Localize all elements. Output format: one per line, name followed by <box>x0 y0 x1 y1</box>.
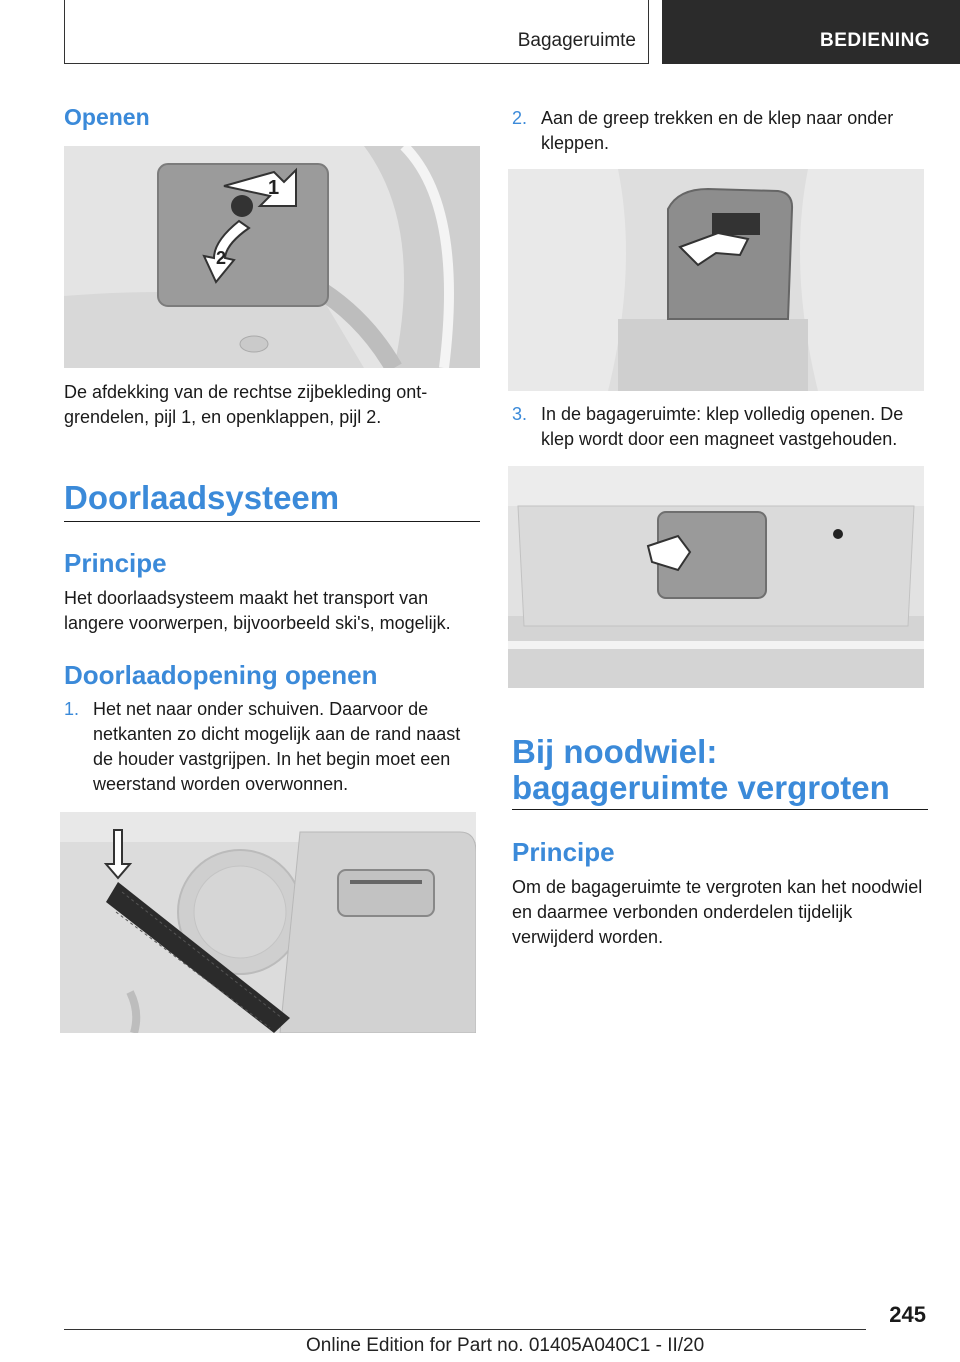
step-2 <box>512 106 932 160</box>
section-divider-right <box>512 809 928 810</box>
principe-heading-right: Principe <box>512 837 615 867</box>
figure-net-lowering <box>60 812 476 1033</box>
figure-flap-open <box>508 466 924 688</box>
principe-heading-left: Principe <box>64 548 167 578</box>
header-chapter-tab[interactable] <box>662 0 960 64</box>
figure1-arrow-2-label: 2 <box>216 248 227 268</box>
header-section-title: Bagageruimte <box>517 30 636 51</box>
step-3 <box>512 402 932 456</box>
step-2-number: 2. <box>512 108 528 128</box>
openen-heading: Openen <box>64 104 150 130</box>
header-chapter-label: BEDIENING <box>820 30 931 51</box>
step-1-number: 1. <box>64 699 80 719</box>
page-number: 245 <box>889 1302 926 1327</box>
step-2-text: Aan de greep trekken en de klep naar onder kleppen. <box>541 108 894 153</box>
step-1 <box>64 697 484 807</box>
principe-text-left: Het doorlaadsysteem maakt het transport van langere voorwerpen, bijvoorbeeld ski's, mogelijk. <box>64 588 451 633</box>
figure-side-trim-cover <box>64 146 480 368</box>
noodwiel-heading: Bij noodwiel: bagageruimte vergroten <box>512 733 890 806</box>
figure-flap-handle <box>508 169 924 391</box>
openen-text: De afdekking van de rechtse zijbekleding ontgrendelen, pijl 1, en openklappen, pijl 2. <box>64 382 428 427</box>
section-divider <box>64 521 480 522</box>
doorlaadsysteem-heading: Doorlaadsysteem <box>64 479 340 516</box>
step-3-text: In de bagageruimte: klep volledig openen. De klep wordt door een magneet vastgehouden. <box>541 404 904 449</box>
figure1-arrow-1-label: 1 <box>268 177 280 199</box>
footer-edition: Online Edition for Part no. 01405A040C1 - II/20 <box>306 1335 705 1356</box>
header-frame <box>64 0 649 64</box>
doorlaadopening-heading: Doorlaadopening openen <box>64 660 378 690</box>
footer-rule <box>64 1329 866 1330</box>
principe-text-right: Om de bagageruimte te vergroten kan het noodwiel en daarmee verbonden onderdelen tijdelijk verwijderd worden. <box>512 877 923 947</box>
step-3-number: 3. <box>512 404 528 424</box>
step-1-text: Het net naar onder schuiven. Daarvoor de netkanten zo dicht mogelijk aan de rand naast de houder vastgrijpen. In het begin moet een weerstand worden overwonnen. <box>93 699 461 794</box>
